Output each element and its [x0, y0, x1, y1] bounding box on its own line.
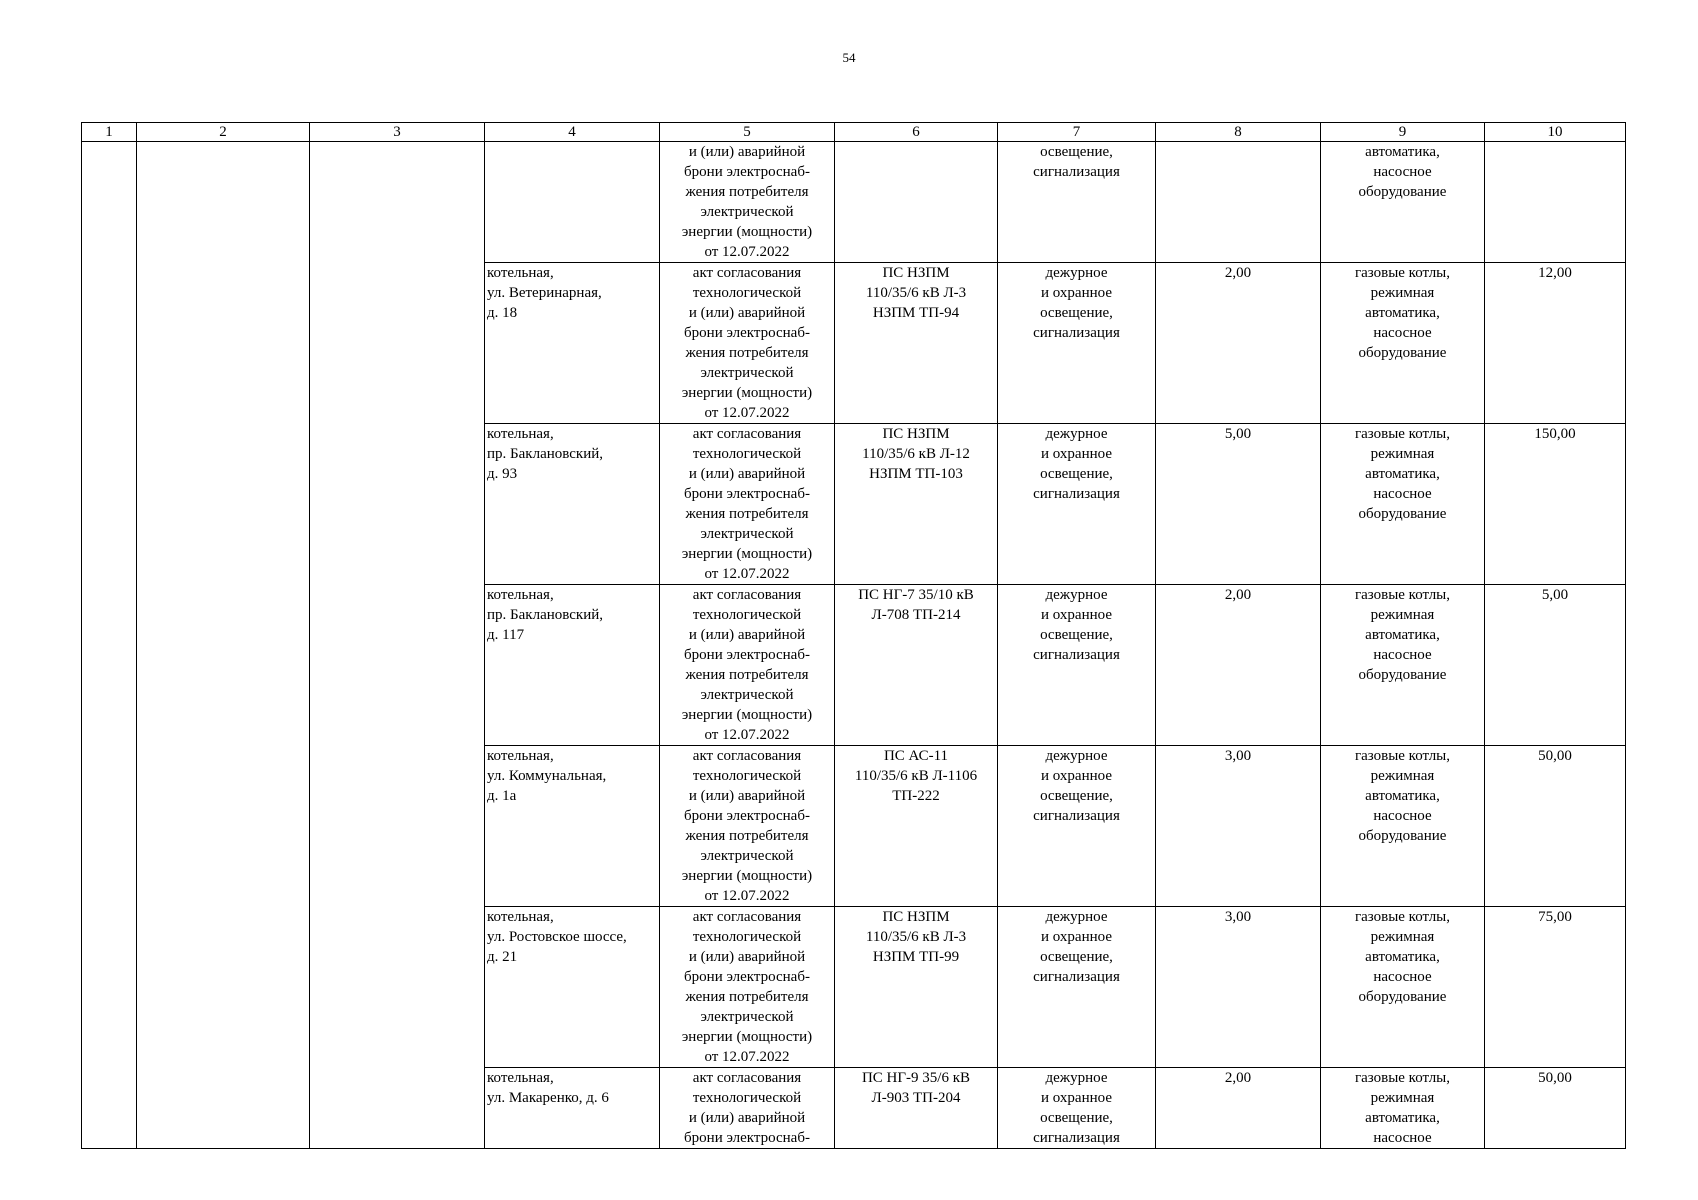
header-cell: 10 — [1485, 123, 1626, 142]
value10-cell: 75,00 — [1485, 907, 1626, 1068]
value8-cell — [1156, 142, 1321, 263]
object-cell: котельная, пр. Баклановский, д. 117 — [485, 585, 660, 746]
equipment-cell: газовые котлы, режимная автоматика, насосное оборудование — [1321, 907, 1485, 1068]
header-cell: 1 — [82, 123, 137, 142]
document-cell: акт согласования технологической и (или) аварийной брони электроснаб- жения потребителя электрической энергии (мощности) от 12.07.2022 — [660, 907, 835, 1068]
purpose-cell: освещение, сигнализация — [998, 142, 1156, 263]
purpose-cell: дежурное и охранное освещение, сигнализация — [998, 1068, 1156, 1149]
header-cell: 9 — [1321, 123, 1485, 142]
value8-cell: 3,00 — [1156, 746, 1321, 907]
purpose-cell: дежурное и охранное освещение, сигнализация — [998, 424, 1156, 585]
value8-cell: 2,00 — [1156, 263, 1321, 424]
source-cell: ПС АС-11 110/35/6 кВ Л-1106 ТП-222 — [835, 746, 998, 907]
object-cell: котельная, ул. Ветеринарная, д. 18 — [485, 263, 660, 424]
document-cell: акт согласования технологической и (или) аварийной брони электроснаб- жения потребителя электрической энергии (мощности) от 12.07.2022 — [660, 263, 835, 424]
source-cell — [835, 142, 998, 263]
purpose-cell: дежурное и охранное освещение, сигнализация — [998, 263, 1156, 424]
value10-cell — [1485, 142, 1626, 263]
page-number: 54 — [842, 50, 856, 65]
value8-cell: 2,00 — [1156, 1068, 1321, 1149]
object-cell: котельная, ул. Макаренко, д. 6 — [485, 1068, 660, 1149]
equipment-cell: газовые котлы, режимная автоматика, насосное оборудование — [1321, 263, 1485, 424]
header-cell: 4 — [485, 123, 660, 142]
source-cell: ПС НЗПМ 110/35/6 кВ Л-3 НЗПМ ТП-99 — [835, 907, 998, 1068]
purpose-cell: дежурное и охранное освещение, сигнализация — [998, 585, 1156, 746]
value10-cell: 12,00 — [1485, 263, 1626, 424]
object-cell — [485, 142, 660, 263]
header-cell: 7 — [998, 123, 1156, 142]
purpose-cell: дежурное и охранное освещение, сигнализация — [998, 907, 1156, 1068]
col3-cell — [310, 142, 485, 1149]
col2-cell — [137, 142, 310, 1149]
object-cell: котельная, ул. Ростовское шоссе, д. 21 — [485, 907, 660, 1068]
document-cell: акт согласования технологической и (или) аварийной брони электроснаб- жения потребителя электрической энергии (мощности) от 12.07.2022 — [660, 424, 835, 585]
header-cell: 3 — [310, 123, 485, 142]
document-cell: акт согласования технологической и (или) аварийной брони электроснаб- — [660, 1068, 835, 1149]
object-cell: котельная, пр. Баклановский, д. 93 — [485, 424, 660, 585]
value8-cell: 2,00 — [1156, 585, 1321, 746]
document-cell: акт согласования технологической и (или) аварийной брони электроснаб- жения потребителя электрической энергии (мощности) от 12.07.2022 — [660, 585, 835, 746]
document-cell: акт согласования технологической и (или) аварийной брони электроснаб- жения потребителя электрической энергии (мощности) от 12.07.2022 — [660, 746, 835, 907]
purpose-cell: дежурное и охранное освещение, сигнализация — [998, 746, 1156, 907]
equipment-cell: автоматика, насосное оборудование — [1321, 142, 1485, 263]
object-cell: котельная, ул. Коммунальная, д. 1а — [485, 746, 660, 907]
header-cell: 8 — [1156, 123, 1321, 142]
source-cell: ПС НГ-7 35/10 кВ Л-708 ТП-214 — [835, 585, 998, 746]
value10-cell: 50,00 — [1485, 1068, 1626, 1149]
value10-cell: 150,00 — [1485, 424, 1626, 585]
power-supply-table — [81, 122, 1626, 1149]
header-cell: 6 — [835, 123, 998, 142]
source-cell: ПС НГ-9 35/6 кВ Л-903 ТП-204 — [835, 1068, 998, 1149]
value8-cell: 5,00 — [1156, 424, 1321, 585]
value8-cell: 3,00 — [1156, 907, 1321, 1068]
source-cell: ПС НЗПМ 110/35/6 кВ Л-12 НЗПМ ТП-103 — [835, 424, 998, 585]
value10-cell: 5,00 — [1485, 585, 1626, 746]
header-cell: 2 — [137, 123, 310, 142]
document-cell: и (или) аварийной брони электроснаб- жения потребителя электрической энергии (мощности) от 12.07.2022 — [660, 142, 835, 263]
equipment-cell: газовые котлы, режимная автоматика, насосное оборудование — [1321, 424, 1485, 585]
table-row-continuation — [82, 142, 1626, 263]
header-cell: 5 — [660, 123, 835, 142]
header-row — [82, 123, 1626, 142]
equipment-cell: газовые котлы, режимная автоматика, насосное оборудование — [1321, 585, 1485, 746]
equipment-cell: газовые котлы, режимная автоматика, насосное оборудование — [1321, 746, 1485, 907]
col1-cell — [82, 142, 137, 1149]
source-cell: ПС НЗПМ 110/35/6 кВ Л-3 НЗПМ ТП-94 — [835, 263, 998, 424]
equipment-cell: газовые котлы, режимная автоматика, насосное — [1321, 1068, 1485, 1149]
value10-cell: 50,00 — [1485, 746, 1626, 907]
